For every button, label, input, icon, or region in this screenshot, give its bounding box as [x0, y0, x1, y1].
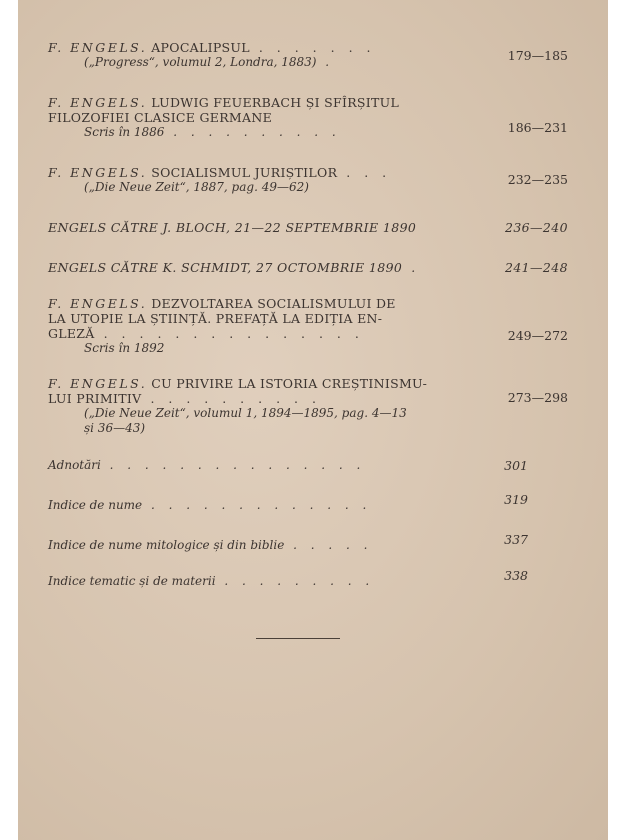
- entry-source: („Die Neue Zeit“, 1887, pag. 49—62): [84, 180, 309, 194]
- toc-entry-socialismul-juristilor: [48, 165, 568, 195]
- entry-title-line1: CU PRIVIRE LA ISTORIA CREȘTINISMU-: [151, 376, 428, 391]
- entry-source-line1: („Die Neue Zeit“, volumul 1, 1894—1895, pag. 4—13: [84, 406, 407, 420]
- toc-entry-feuerbach: [48, 95, 568, 140]
- entry-heading: [48, 296, 568, 311]
- toc-entry-indice-mitologic: [48, 532, 528, 552]
- entry-title: Indice de nume: [48, 498, 143, 512]
- entry-source: Scris în 1892: [84, 341, 165, 355]
- book-page: [18, 0, 608, 840]
- leader-dots: . . . . . . . . . . . . . . .: [94, 326, 364, 341]
- entry-source: [48, 55, 568, 70]
- entry-author: F. ENGELS.: [48, 95, 148, 110]
- entry-heading: [48, 376, 568, 391]
- entry-title-line2: LUI PRIMITIV: [48, 391, 142, 406]
- entry-pages: 319: [504, 492, 528, 507]
- toc-entry-dezvoltarea-socialismului: [48, 296, 568, 356]
- leader-dots: . . . . . . . . . .: [141, 391, 321, 406]
- entry-pages: 273—298: [507, 390, 568, 405]
- leader-dots: . . . . .: [284, 538, 373, 552]
- entry-heading: [48, 95, 568, 110]
- entry-title-line2: LA UTOPIE LA ȘTIINȚĂ. PREFAȚĂ LA EDIȚIA EN-: [48, 311, 383, 326]
- entry-heading: [48, 165, 568, 180]
- entry-pages: 241—248: [504, 260, 568, 275]
- entry-title-line3: GLEZĂ: [48, 326, 95, 341]
- entry-title: Indice tematic și de materii: [48, 574, 216, 588]
- entry-pages: 338: [504, 568, 528, 583]
- entry-source: [48, 125, 568, 140]
- end-rule: [256, 638, 340, 639]
- entry-title: SOCIALISMUL JURIȘTILOR: [151, 165, 338, 180]
- entry-title-line2: FILOZOFIEI CLASICE GERMANE: [48, 110, 273, 125]
- entry-pages: 186—231: [507, 120, 568, 135]
- toc-entry-apocalipsul: [48, 40, 568, 70]
- entry-source-text: („Progress“, volumul 2, Londra, 1883): [84, 55, 317, 69]
- entry-title: Indice de nume mitologice și din biblie: [48, 538, 285, 552]
- toc-entry-adnotari: [48, 458, 528, 472]
- entry-pages: 249—272: [507, 328, 568, 343]
- entry-title-line3-row: [48, 326, 568, 341]
- entry-pages: 301: [504, 458, 528, 473]
- entry-author: F. ENGELS.: [48, 40, 148, 55]
- entry-title-line2-row: [48, 391, 568, 406]
- toc-entry-istoria-crestinismului: [48, 376, 568, 436]
- entry-source-text: Scris în 1886: [84, 125, 165, 139]
- entry-pages: 337: [504, 532, 528, 547]
- entry-pages: 179—185: [507, 48, 568, 63]
- toc-entry-indice-de-nume: [48, 492, 528, 512]
- entry-heading: [48, 40, 568, 55]
- leader-dots: . . . . . . . . . . . . .: [142, 498, 372, 512]
- entry-title: Adnotări: [48, 458, 101, 472]
- leader-dots: . . .: [337, 165, 392, 180]
- entry-title-line1: LUDWIG FEUERBACH ȘI SFÎRȘITUL: [151, 95, 400, 110]
- entry-pages: 236—240: [504, 220, 568, 235]
- entry-author: F. ENGELS.: [48, 296, 148, 311]
- entry-title: ENGELS CĂTRE K. SCHMIDT, 27 OCTOMBRIE 1890: [48, 260, 403, 275]
- entry-title: APOCALIPSUL: [151, 40, 250, 55]
- entry-author: F. ENGELS.: [48, 376, 148, 391]
- leader-dots: .: [316, 55, 335, 69]
- entry-source-line2: și 36—43): [84, 421, 146, 435]
- entry-title-line1: DEZVOLTAREA SOCIALISMULUI DE: [151, 296, 396, 311]
- entry-pages: 232—235: [507, 172, 568, 187]
- leader-dots: . . . . . . .: [249, 40, 376, 55]
- entry-author: F. ENGELS.: [48, 165, 148, 180]
- leader-dots: .: [402, 260, 421, 275]
- toc-entry-indice-tematic: [48, 568, 528, 588]
- toc-entry-letter-schmidt: [48, 260, 568, 275]
- leader-dots: . . . . . . . . . . . . . . .: [100, 458, 366, 472]
- leader-dots: . . . . . . . . .: [215, 574, 375, 588]
- entry-title: ENGELS CĂTRE J. BLOCH, 21—22 SEPTEMBRIE 1890: [48, 220, 417, 235]
- toc-entry-letter-bloch: [48, 220, 568, 235]
- leader-dots: . . . . . . . . . .: [164, 125, 341, 139]
